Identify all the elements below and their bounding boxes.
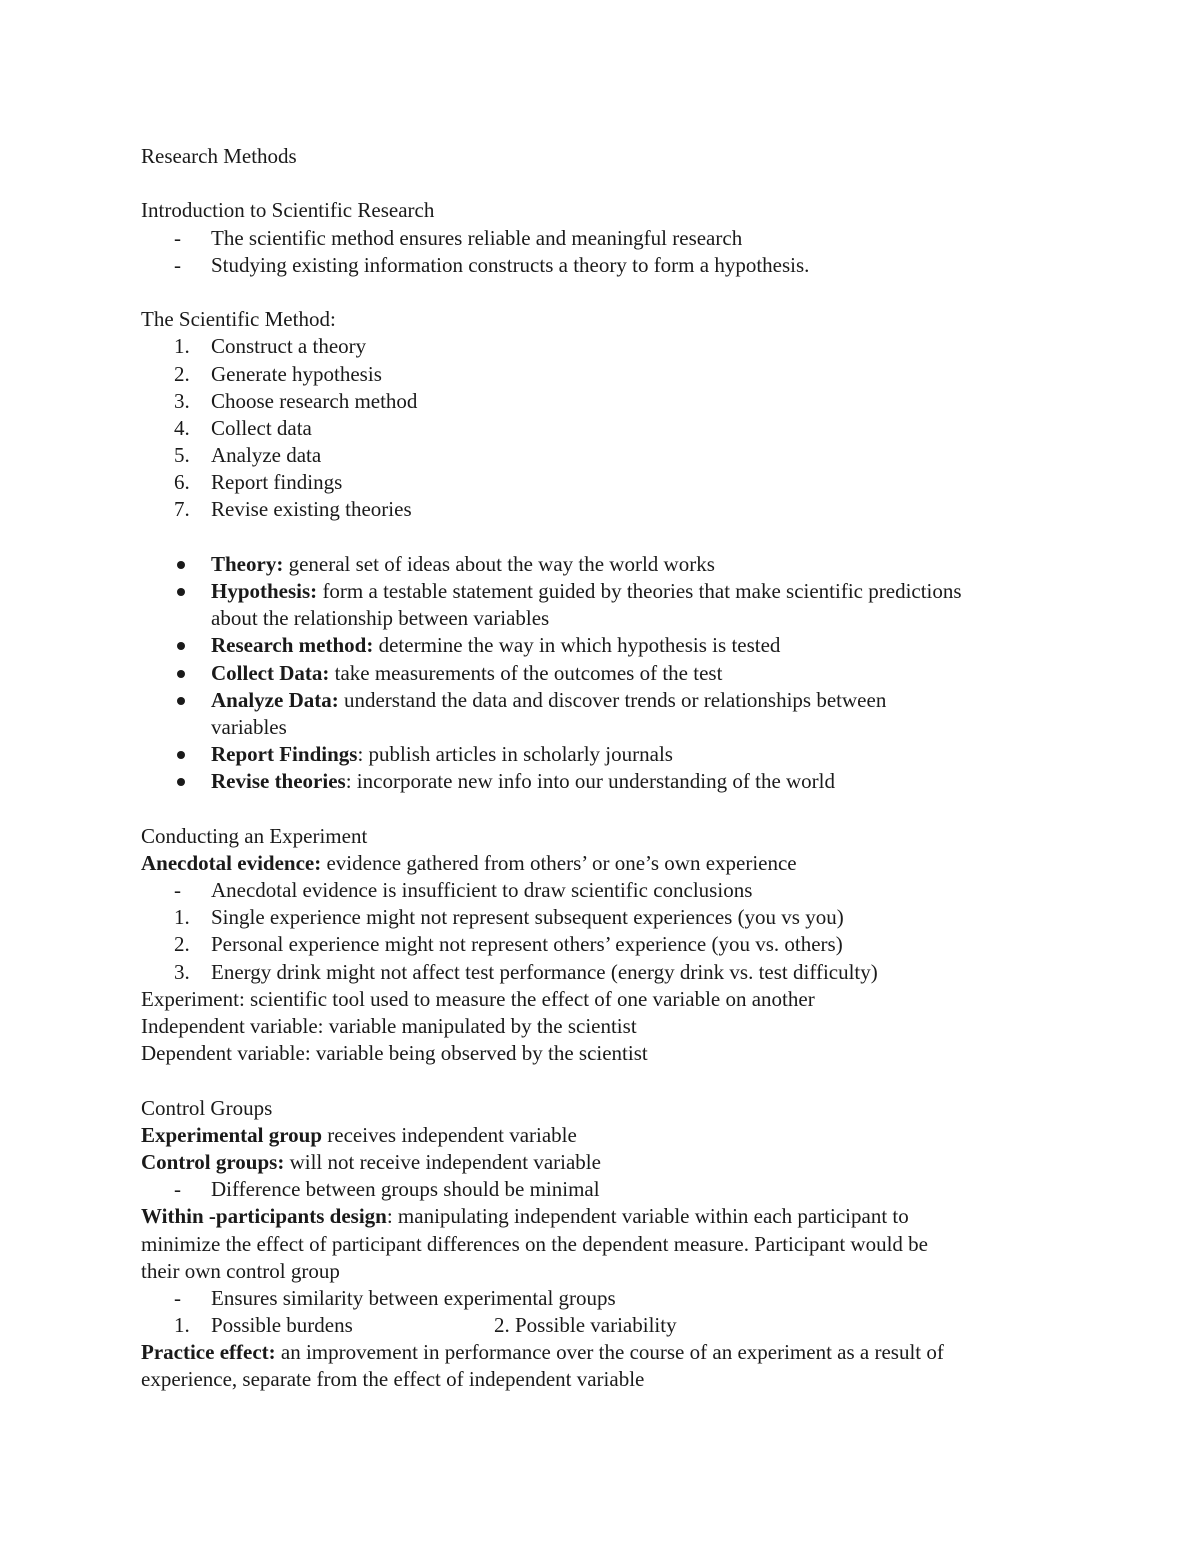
- definition-item: Report Findings: publish articles in scholarly journals: [141, 741, 1061, 768]
- list-item: 3. Choose research method: [174, 388, 418, 413]
- bullet-icon: [177, 561, 185, 569]
- list-item: 7. Revise existing theories: [174, 497, 412, 522]
- list-item: 1. Construct a theory: [174, 334, 367, 359]
- experiment-heading: Conducting an Experiment: [141, 823, 368, 848]
- anecdotal-definition: Anecdotal evidence: evidence gathered from others’ or one’s own experience: [141, 850, 797, 875]
- practice-effect-definition: Practice effect: an improvement in performance over the course of an experiment as a result of: [141, 1340, 944, 1365]
- document-page: [141, 143, 1061, 1394]
- dash-marker: -: [174, 878, 181, 903]
- definition-item: Research method: determine the way in which hypothesis is tested: [141, 632, 1061, 659]
- bullet-icon: [177, 642, 185, 650]
- text-line: Independent variable: variable manipulated by the scientist: [141, 1014, 637, 1038]
- list-item: 4. Collect data: [174, 415, 312, 440]
- text-line: minimize the effect of participant differences on the dependent measure. Participant would be: [141, 1231, 929, 1256]
- definition-item: Collect Data: take measurements of the outcomes of the test: [141, 660, 1061, 687]
- bullet-icon: [177, 778, 185, 786]
- dash-marker: -: [174, 252, 181, 277]
- list-item: - Difference between groups should be minimal: [141, 1176, 1061, 1203]
- control-heading: Control Groups: [141, 1095, 273, 1120]
- definition-item: Revise theories: incorporate new info into our understanding of the world: [141, 768, 1061, 795]
- list-item: 3. Energy drink might not affect test performance (energy drink vs. test difficulty): [174, 959, 878, 984]
- definition-item: Analyze Data: understand the data and discover trends or relationships between: [141, 687, 1061, 714]
- list-item: 2. Personal experience might not represent others’ experience (you vs. others): [174, 932, 843, 957]
- within-design-definition: Within -participants design: manipulating independent variable within each participant to: [141, 1204, 909, 1229]
- list-item: - Studying existing information constructs a theory to form a hypothesis.: [141, 252, 1061, 279]
- list-item: - Ensures similarity between experimental groups: [141, 1285, 1061, 1312]
- list-item: 1. Single experience might not represent subsequent experiences (you vs you): [174, 905, 844, 930]
- bullet-icon: [177, 588, 185, 596]
- experimental-group-definition: Experimental group receives independent variable: [141, 1122, 577, 1147]
- bullet-icon: [177, 697, 185, 705]
- list-item: 5. Analyze data: [174, 443, 322, 468]
- list-item: 6. Report findings: [174, 470, 343, 495]
- text-line: Experiment: scientific tool used to measure the effect of one variable on another: [141, 986, 815, 1011]
- dash-marker: -: [174, 225, 181, 250]
- text-line: Dependent variable: variable being observed by the scientist: [141, 1041, 648, 1066]
- definition-continuation: about the relationship between variables: [211, 606, 550, 631]
- list-item: - The scientific method ensures reliable and meaningful research: [141, 225, 1061, 252]
- dash-marker: -: [174, 1177, 181, 1202]
- method-heading: The Scientific Method:: [141, 307, 336, 332]
- bullet-icon: [177, 751, 185, 759]
- text-line: experience, separate from the effect of independent variable: [141, 1367, 645, 1392]
- definition-continuation: variables: [211, 714, 287, 739]
- control-group-definition: Control groups: will not receive independent variable: [141, 1149, 601, 1174]
- dash-marker: -: [174, 1285, 181, 1310]
- bullet-icon: [177, 670, 185, 678]
- text-line: their own control group: [141, 1258, 340, 1283]
- list-item: - Anecdotal evidence is insufficient to draw scientific conclusions: [141, 877, 1061, 904]
- intro-heading: Introduction to Scientific Research: [141, 198, 435, 223]
- definition-item: Hypothesis: form a testable statement guided by theories that make scientific predictions: [141, 578, 1061, 605]
- document-title: Research Methods: [141, 144, 297, 168]
- list-item: 2. Generate hypothesis: [174, 361, 382, 386]
- definition-item: Theory: general set of ideas about the way the world works: [141, 551, 1061, 578]
- list-item: 1. Possible burdens 2. Possible variability: [174, 1313, 677, 1338]
